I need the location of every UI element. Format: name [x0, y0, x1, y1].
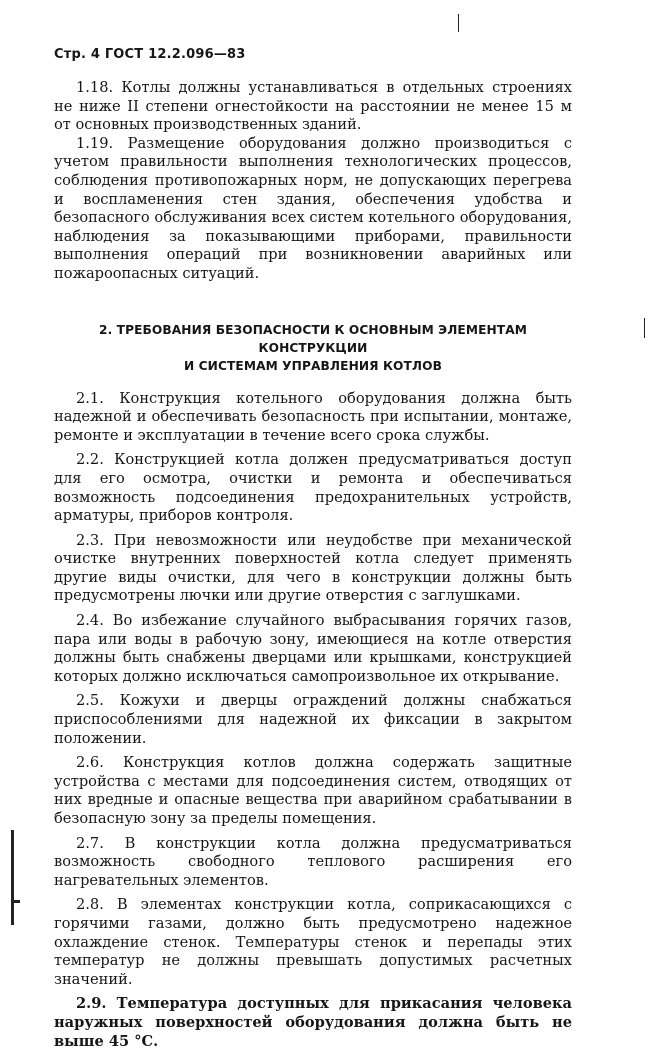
paragraph-2-6: 2.6. Конструкция котлов должна содержать защитные устройства с местами для подсоединения систем, отводящих от них вредные и опасные вещества при аварийном срабатывании в безопасную зону за пределы помещения. [54, 754, 572, 827]
scan-artifact-left-edge-2 [14, 900, 20, 903]
scan-artifact-top [458, 14, 459, 32]
paragraph-2-3: 2.3. При невозможности или неудобстве при механической очистке внутренних поверхностей котла следует применять другие виды очистки, для чего в конструкции должны быть предусмотрены лючки или другие отверстия с заглушками. [54, 531, 572, 605]
paragraph-1-18: 1.18. Котлы должны устанавливаться в отдельных строениях не ниже II степени огнестойкости на расстоянии не менее 15 м от основных производственных зданий. [54, 79, 572, 134]
section-heading-line-1: 2. ТРЕБОВАНИЯ БЕЗОПАСНОСТИ К ОСНОВНЫМ ЭЛЕМЕНТАМ КОНСТРУКЦИИ [99, 322, 527, 355]
section-2-heading [54, 321, 572, 375]
paragraph-2-5: 2.5. Кожухи и дверцы ограждений должны снабжаться приспособлениями для надежной их фиксации в закрытом положении. [54, 692, 572, 747]
scan-artifact-left-edge [11, 830, 14, 925]
paragraph-2-2: 2.2. Конструкцией котла должен предусматриваться доступ для его осмотра, очистки и ремонта и обеспечиваться возможность подсоединения предохранительных устройств, арматуры, приборов контроля. [54, 451, 572, 525]
page-header: Стр. 4 ГОСТ 12.2.096—83 [54, 47, 246, 62]
scan-artifact-right [644, 318, 645, 338]
paragraph-2-4: 2.4. Во избежание случайного выбрасывания горячих газов, пара или воды в рабочую зону, имеющиеся на котле отверстия должны быть снабжены дверцами или крышками, конструкцией которых должно исключаться самопроизвольное их открывание. [54, 612, 572, 685]
document-body [54, 79, 572, 1051]
section-heading-line-2: И СИСТЕМАМ УПРАВЛЕНИЯ КОТЛОВ [183, 358, 443, 373]
paragraph-1-19: 1.19. Размещение оборудования должно производиться с учетом правильности выполнения технологических процессов, соблюдения противопожарных норм, не допускающих перегрева и воспламенения стен здания, обеспечения удобства и безопасного обслуживания всех систем котельного оборудования, наблюдения за показывающими приборами, правильности выполнения операций при возникновении аварийных или пожароопасных ситуаций. [54, 134, 572, 282]
paragraph-2-1: 2.1. Конструкция котельного оборудования должна быть надежной и обеспечивать безопасность при испытании, монтаже, ремонте и эксплуатации в течение всего срока службы. [54, 389, 572, 444]
paragraph-2-9: 2.9. Температура доступных для прикасания человека наружных поверхностей оборудования должна быть не выше 45 °С. [54, 995, 572, 1050]
paragraph-2-7: 2.7. В конструкции котла должна предусматриваться возможность свободного теплового расширения его нагревательных элементов. [54, 834, 572, 889]
paragraph-2-8: 2.8. В элементах конструкции котла, соприкасающихся с горячими газами, должно быть предусмотрено надежное охлаждение стенок. Температуры стенок и перепады этих температур не должны превышать допустимых расчетных значений. [54, 896, 572, 988]
